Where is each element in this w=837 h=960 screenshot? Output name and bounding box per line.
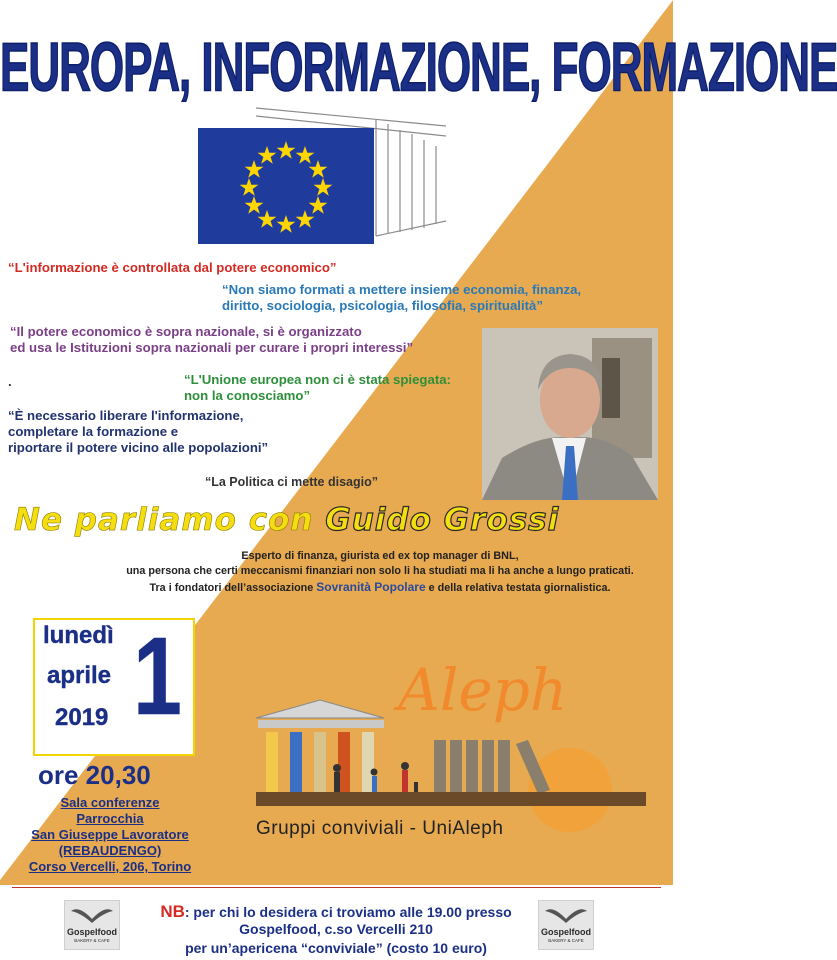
speaker-bio-line: [100, 580, 660, 594]
logo-text: Gospelfood: [541, 927, 591, 937]
association-name: Sovranità Popolare: [316, 580, 426, 594]
gospelfood-logo: [538, 900, 594, 950]
stray-dot: .: [8, 374, 12, 389]
bio-text: e della relativa testata giornalistica.: [425, 582, 611, 594]
quote-line: completare la formazione e: [8, 424, 179, 439]
bio-text: Tra i fondatori dell’associazione: [149, 582, 317, 594]
page-title: EUROPA, INFORMAZIONE, FORMAZIONE: [0, 30, 837, 106]
temple-pediment-icon: [256, 700, 384, 718]
venue-line: Sala conferenze: [60, 795, 160, 810]
quote-formation: [222, 282, 622, 314]
quote-line: “Non siamo formati a mettere insieme economia, finanza,: [222, 282, 582, 297]
speaker-bio-line: Esperto di finanza, giurista ed ex top manager di BNL,: [241, 550, 519, 562]
footer-note: [126, 902, 546, 922]
event-day-number: 1: [133, 615, 182, 738]
quote-line: diritto, sociologia, psicologia, filosofia, spiritualità”: [222, 298, 543, 313]
footer-divider: [12, 887, 661, 888]
footer-note: Gospelfood, c.so Vercelli 210: [239, 921, 433, 937]
event-date-box: [33, 615, 195, 756]
logo-text: Gospelfood: [67, 927, 117, 937]
event-month: aprile: [47, 662, 112, 689]
quote-line: “È necessario liberare l'informazione,: [8, 408, 244, 423]
organizer-name: Gruppi conviviali - UniAleph: [256, 818, 504, 839]
angel-wings-icon: [65, 901, 119, 927]
headline-intro: Ne parliamo con: [14, 502, 326, 538]
aleph-script-logo: Aleph: [398, 656, 568, 724]
nb-label: NB: [160, 902, 185, 921]
footer-note: per un’apericena “conviviale” (costo 10 euro): [185, 940, 487, 956]
angel-wings-icon: [539, 901, 593, 927]
logo-subtext: BAKERY & CAFE: [548, 938, 584, 943]
quote-european-union: [184, 372, 484, 404]
venue-line: San Giuseppe Lavoratore: [31, 827, 189, 842]
quote-line: “Il potere economico è sopra nazionale, si è organizzato: [10, 324, 362, 339]
eu-commission-logo: [196, 96, 456, 246]
quote-line: non la conosciamo”: [184, 388, 311, 403]
logo-subtext: BAKERY & CAFE: [74, 938, 110, 943]
headline: [14, 502, 664, 538]
event-year: 2019: [55, 704, 109, 731]
speaker-name: Guido Grossi: [325, 502, 560, 538]
event-weekday: lunedì: [43, 622, 114, 649]
shelf-base: [256, 792, 646, 806]
venue-line: Parrocchia: [76, 811, 144, 826]
venue-line: (REBAUDENGO): [58, 843, 162, 858]
quote-line: riportare il potere vicino alle popolazioni”: [8, 440, 269, 455]
quote-free-information: [8, 408, 328, 456]
gospelfood-logo: [64, 900, 120, 950]
quote-information-control: “L'informazione è controllata dal potere economico”: [8, 260, 337, 275]
quote-line: “L'Unione europea non ci è stata spiegata:: [184, 372, 451, 387]
quote-politics: “La Politica ci mette disagio”: [205, 475, 378, 489]
unialeph-illustration: [250, 640, 660, 820]
quote-line: ed usa le Istituzioni sopra nazionali per curare i propri interessi”: [10, 340, 414, 355]
venue-address: Corso Vercelli, 206, Torino: [28, 859, 192, 874]
event-time: ore 20,30: [38, 760, 151, 790]
speaker-bio-line: una persona che certi meccanismi finanziari non solo li ha studiati ma li ha anche a lungo praticati.: [126, 565, 634, 577]
speaker-photo: [482, 328, 658, 500]
footer-text: : per chi lo desidera ci troviamo alle 19.00 presso: [184, 904, 512, 920]
quote-economic-power: [10, 324, 470, 356]
